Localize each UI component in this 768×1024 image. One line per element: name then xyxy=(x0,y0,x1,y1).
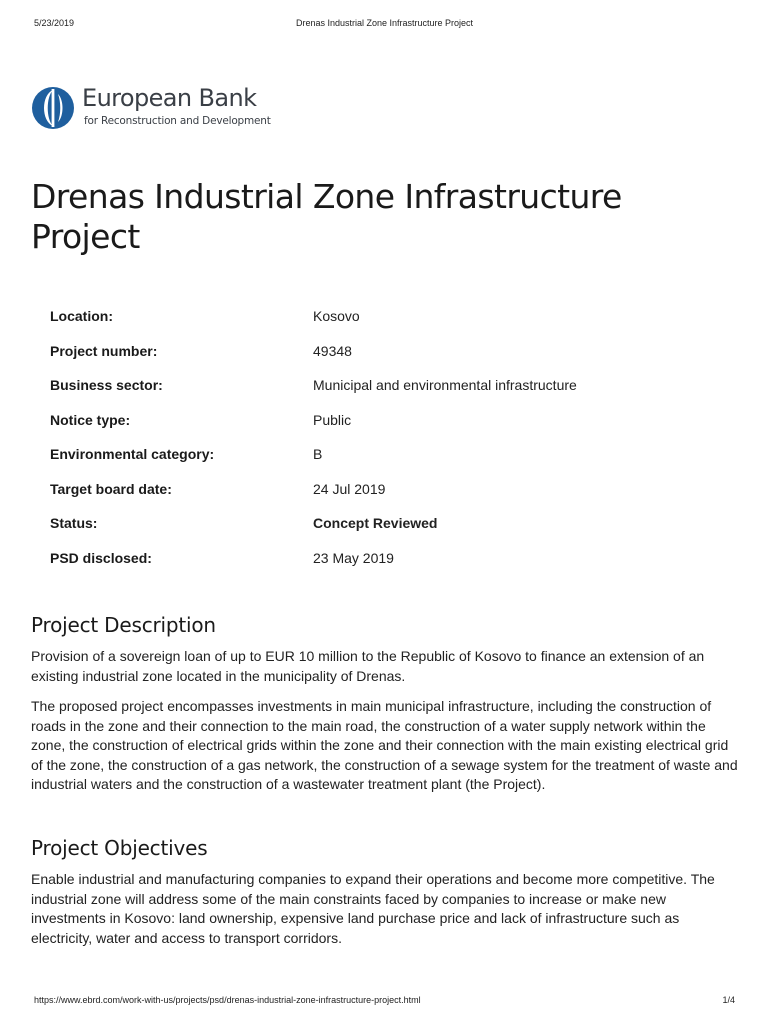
objectives-paragraph: Enable industrial and manufacturing companies to expand their operations and become more competitive. The industrial zone will address some of the main constraints faced by companies to increase or make new investments in Kosovo: land ownership, expensive land purchase price and lack of infrastructure such as electricity, water and access to transport corridors. xyxy=(31,871,715,946)
section-heading: Project Description xyxy=(31,613,216,637)
logo-name: European Bank xyxy=(82,84,257,112)
detail-label: Business sector: xyxy=(50,377,163,393)
print-title: Drenas Industrial Zone Infrastructure Project xyxy=(295,18,474,28)
section-heading: Project Objectives xyxy=(31,836,208,860)
ebrd-logo-icon xyxy=(31,86,75,130)
detail-label: PSD disclosed: xyxy=(50,549,152,566)
detail-value: 23 May 2019 xyxy=(313,549,394,566)
page-number: 1/4 xyxy=(722,995,735,1005)
detail-row-notice-type xyxy=(50,412,740,447)
detail-row-psd-disclosed xyxy=(50,550,740,585)
detail-row-environmental-category xyxy=(50,446,740,481)
project-description-section xyxy=(31,613,739,806)
detail-row-location xyxy=(50,308,740,343)
detail-value: B xyxy=(313,446,323,462)
detail-value: Municipal and environmental infrastructure xyxy=(313,377,577,393)
status-value: Concept Reviewed xyxy=(313,515,438,531)
detail-row-status xyxy=(50,515,740,550)
detail-label: Location: xyxy=(50,308,113,324)
detail-label: Project number: xyxy=(50,342,158,359)
detail-value: 49348 xyxy=(313,342,352,359)
detail-label: Status: xyxy=(50,515,98,531)
detail-row-business-sector xyxy=(50,377,740,412)
page-title: Drenas Industrial Zone Infrastructure Project xyxy=(31,177,622,256)
logo-subtitle: for Reconstruction and Development xyxy=(84,115,271,127)
print-url[interactable]: https://www.ebrd.com/work-with-us/projects/psd/drenas-industrial-zone-infrastructure-project.html xyxy=(34,995,421,1005)
detail-label: Environmental category: xyxy=(50,446,215,462)
detail-label: Target board date: xyxy=(50,480,172,497)
detail-value: 24 Jul 2019 xyxy=(313,480,386,497)
detail-value: Public xyxy=(313,411,352,428)
project-details xyxy=(50,308,740,584)
description-paragraph: The proposed project encompasses investments in main municipal infrastructure, including the construction of roads in the zone and their connection to the main road, the construction of a water supply network within the zone, the construction of electrical grids within the zone and their connection with the main existing electrical grid of the zone, the construction of a gas network, the construction of a sewage system for the treatment of waste and industrial waters and the construction of a wastewater treatment plant (the Project). xyxy=(31,698,738,792)
detail-row-project-number xyxy=(50,343,740,378)
detail-value: Kosovo xyxy=(313,308,360,324)
detail-label: Notice type: xyxy=(50,411,131,428)
project-objectives-section xyxy=(31,836,739,959)
detail-row-target-board-date xyxy=(50,481,740,516)
description-paragraph: Provision of a sovereign loan of up to EUR 10 million to the Republic of Kosovo to finance an extension of an existing industrial zone located in the municipality of Drenas. xyxy=(31,648,705,684)
ebrd-logo[interactable] xyxy=(31,86,291,130)
print-date: 5/23/2019 xyxy=(34,18,75,28)
